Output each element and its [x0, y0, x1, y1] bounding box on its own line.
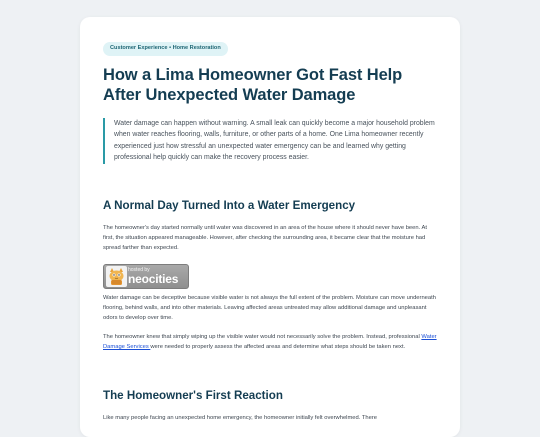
- neocities-badge-link[interactable]: [103, 264, 189, 289]
- paragraph-text: The homeowner knew that simply wiping up the visible water would not necessarily solve the problem. Instead, professional: [103, 334, 422, 340]
- section-heading-water-emergency: A Normal Day Turned Into a Water Emergency: [103, 199, 356, 212]
- neocities-name: neocities: [128, 272, 179, 286]
- category-badge: Customer Experience • Home Restoration: [103, 42, 228, 56]
- neocities-hosted-label: hosted by: [128, 267, 150, 273]
- paragraph: [103, 332, 439, 352]
- paragraph: The homeowner's day started normally until water was discovered in an area of the house where it should never have been. At first, the situation appeared manageable. However, after checking the surrounding area, it became clear that the moisture had spread farther than expected.: [103, 225, 427, 251]
- article-card: [80, 17, 460, 437]
- paragraph: Water damage can be deceptive because visible water is not always the full extent of the problem. Moisture can move underneath flooring, behind walls, and into other materials. Leaving affected areas untreated may allow additional damage and unpleasant odors to develop over time.: [103, 295, 436, 321]
- paragraph: Like many people facing an unexpected home emergency, the homeowner initially felt overwhelmed. There: [103, 415, 378, 421]
- section-heading-first-reaction: The Homeowner's First Reaction: [103, 389, 283, 402]
- paragraph-text: were needed to properly assess the affected areas and determine what steps should be taken next.: [150, 344, 406, 350]
- neocities-cat-icon: [106, 266, 127, 287]
- water-damage-services-link[interactable]: Water Damage Services: [103, 334, 437, 350]
- intro-blockquote: Water damage can happen without warning. A small leak can quickly become a major household problem when water reaches flooring, walls, furniture, or other parts of a home. One Lima homeowner recently experienced just how stressful an unexpected water emergency can be and learned why getting professional help quickly can make the recovery process easier.: [103, 118, 439, 164]
- article-content: [103, 36, 439, 421]
- article-title: How a Lima Homeowner Got Fast Help After Unexpected Water Damage: [103, 65, 403, 104]
